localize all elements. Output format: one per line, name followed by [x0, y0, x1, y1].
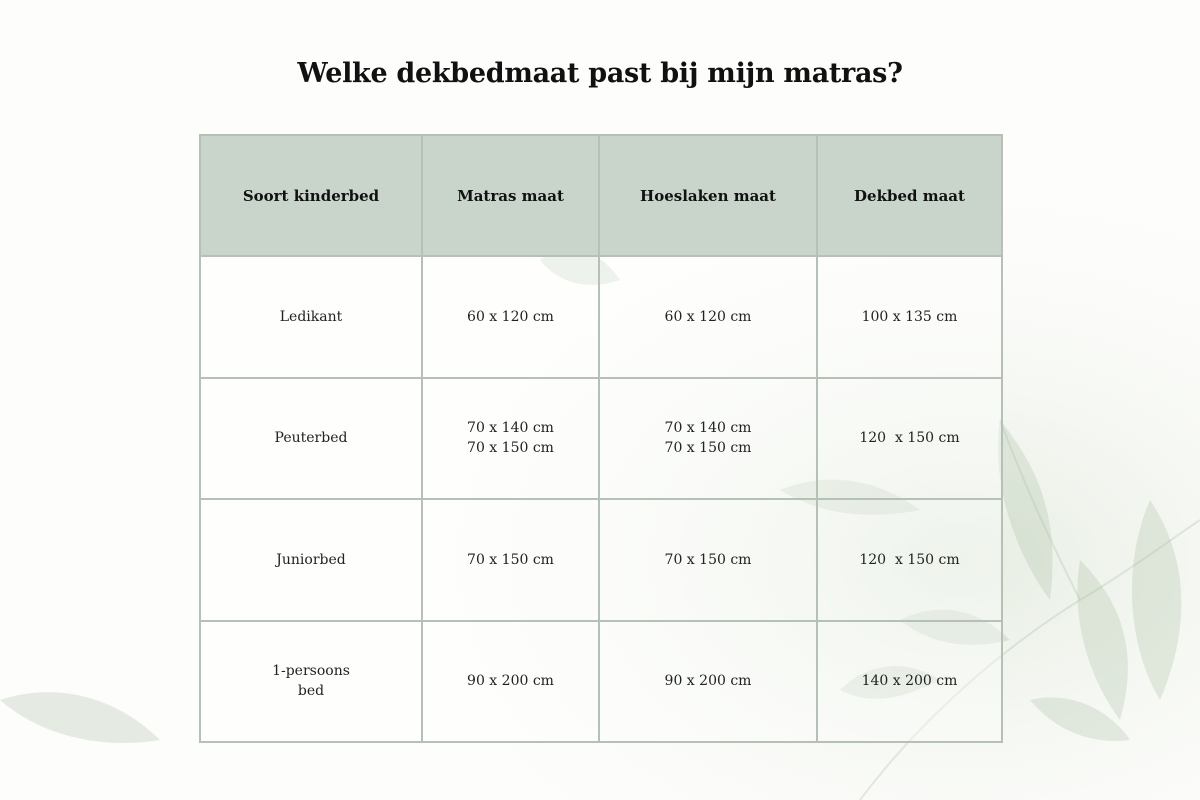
page-title: Welke dekbedmaat past bij mijn matras? [297, 58, 903, 89]
cell-text: 120 x 150 cm [859, 430, 960, 447]
cell-text: 120 x 150 cm [859, 551, 960, 568]
cell-fitted-sheet [599, 378, 817, 500]
cell-text: 100 x 135 cm [861, 308, 958, 325]
cell-bed-type [200, 256, 422, 378]
table-row [200, 378, 1002, 500]
cell-mattress [422, 256, 599, 378]
header-mattress-size: Matras maat [422, 135, 599, 256]
cell-text: 70 x 150 cm [467, 551, 554, 568]
cell-text: 90 x 200 cm [664, 673, 752, 690]
table-row [200, 256, 1002, 378]
cell-text: 60 x 120 cm [664, 308, 752, 325]
table-row [200, 621, 1002, 743]
cell-text: bed [297, 683, 325, 700]
cell-mattress [422, 378, 599, 500]
cell-text: Peuterbed [274, 430, 348, 447]
cell-text: Juniorbed [276, 551, 346, 568]
cell-text: 70 x 150 cm [467, 440, 554, 457]
cell-bed-type [200, 621, 422, 743]
table-row [200, 499, 1002, 621]
cell-text: 1-persoons [272, 663, 350, 680]
cell-fitted-sheet [599, 621, 817, 743]
cell-text: 70 x 150 cm [664, 551, 752, 568]
cell-text: 70 x 140 cm [664, 420, 752, 437]
cell-duvet [817, 256, 1002, 378]
cell-duvet [817, 378, 1002, 500]
cell-text: 140 x 200 cm [861, 673, 958, 690]
size-table [199, 134, 1003, 743]
cell-text: 60 x 120 cm [467, 308, 554, 325]
header-bed-type: Soort kinderbed [200, 135, 422, 256]
cell-duvet [817, 621, 1002, 743]
cell-bed-type [200, 499, 422, 621]
cell-bed-type [200, 378, 422, 500]
header-duvet-size: Dekbed maat [817, 135, 1002, 256]
cell-mattress [422, 621, 599, 743]
cell-text: 90 x 200 cm [467, 673, 554, 690]
table-header-row [200, 135, 1002, 256]
cell-fitted-sheet [599, 256, 817, 378]
cell-text: Ledikant [279, 308, 343, 325]
cell-text: 70 x 140 cm [467, 420, 554, 437]
header-fitted-sheet-size: Hoeslaken maat [599, 135, 817, 256]
cell-text: 70 x 150 cm [664, 440, 752, 457]
cell-mattress [422, 499, 599, 621]
cell-fitted-sheet [599, 499, 817, 621]
cell-duvet [817, 499, 1002, 621]
